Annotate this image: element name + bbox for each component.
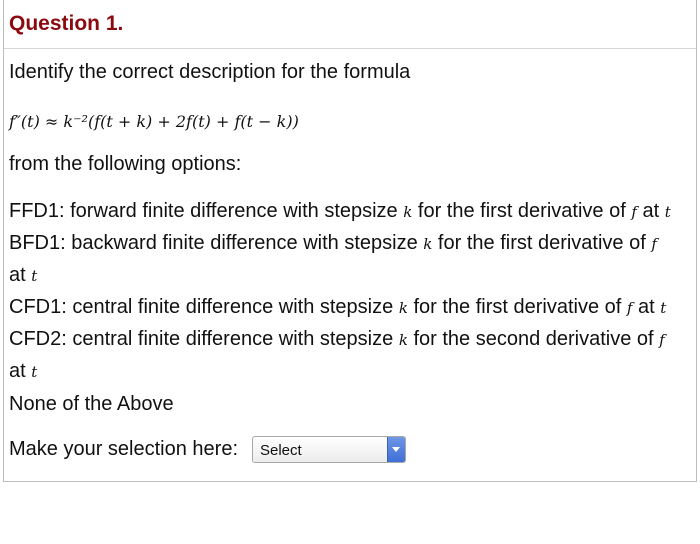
- option-cfd2-text-a: CFD2: central finite difference with stepsize: [9, 328, 399, 350]
- selection-label: Make your selection here:: [9, 438, 239, 460]
- option-cfd2-var-f: f: [659, 331, 665, 349]
- option-cfd2-text-b: for the second derivative of: [407, 328, 660, 350]
- dropdown-button[interactable]: [387, 437, 405, 462]
- question-title: Question 1.: [9, 12, 124, 35]
- option-ffd1-var-k: k: [403, 203, 413, 221]
- option-ffd1-text-b: for the first derivative of: [412, 200, 632, 222]
- option-cfd2-var-t: t: [31, 363, 38, 381]
- question-prompt: Identify the correct description for the formula: [9, 61, 411, 83]
- option-cfd1-var-t: t: [660, 299, 667, 317]
- option-bfd1-var-f: f: [651, 235, 657, 253]
- option-bfd1: [9, 232, 657, 255]
- option-cfd2-text-c: at: [9, 360, 32, 382]
- option-cfd1-text-b: for the first derivative of: [407, 296, 627, 318]
- option-bfd1-continued: [9, 264, 37, 287]
- option-cfd1-var-k: k: [398, 299, 408, 317]
- option-ffd1-var-t: t: [664, 203, 671, 221]
- answer-select-value: Select: [260, 442, 302, 459]
- option-cfd1-text-a: CFD1: central finite difference with stepsize: [9, 296, 399, 318]
- options-lead: from the following options:: [9, 153, 242, 175]
- option-cfd1-var-f: f: [626, 299, 633, 317]
- option-bfd1-text-b: for the first derivative of: [432, 232, 652, 254]
- option-cfd2-var-k: k: [398, 331, 408, 349]
- chevron-down-icon: [392, 447, 400, 452]
- option-bfd1-var-t: t: [31, 267, 38, 285]
- answer-select[interactable]: [252, 436, 406, 463]
- option-bfd1-var-k: k: [423, 235, 433, 253]
- option-cfd1-text-c: at: [632, 296, 661, 318]
- option-cfd1: [9, 296, 666, 319]
- option-ffd1-text-c: at: [636, 200, 665, 222]
- option-ffd1-var-f: f: [631, 203, 637, 221]
- formula: f″(t) ≈ k⁻²(f(t + k) + 2f(t) + f(t − k)): [9, 112, 299, 131]
- option-bfd1-text-a: BFD1: backward finite difference with stepsize: [9, 232, 424, 254]
- option-cfd2-continued: [9, 360, 37, 383]
- option-cfd2: [9, 328, 665, 351]
- option-ffd1: [9, 200, 671, 223]
- option-ffd1-text-a: FFD1: forward finite difference with stepsize: [9, 200, 404, 222]
- option-bfd1-text-c: at: [9, 264, 32, 286]
- option-none: None of the Above: [9, 393, 174, 415]
